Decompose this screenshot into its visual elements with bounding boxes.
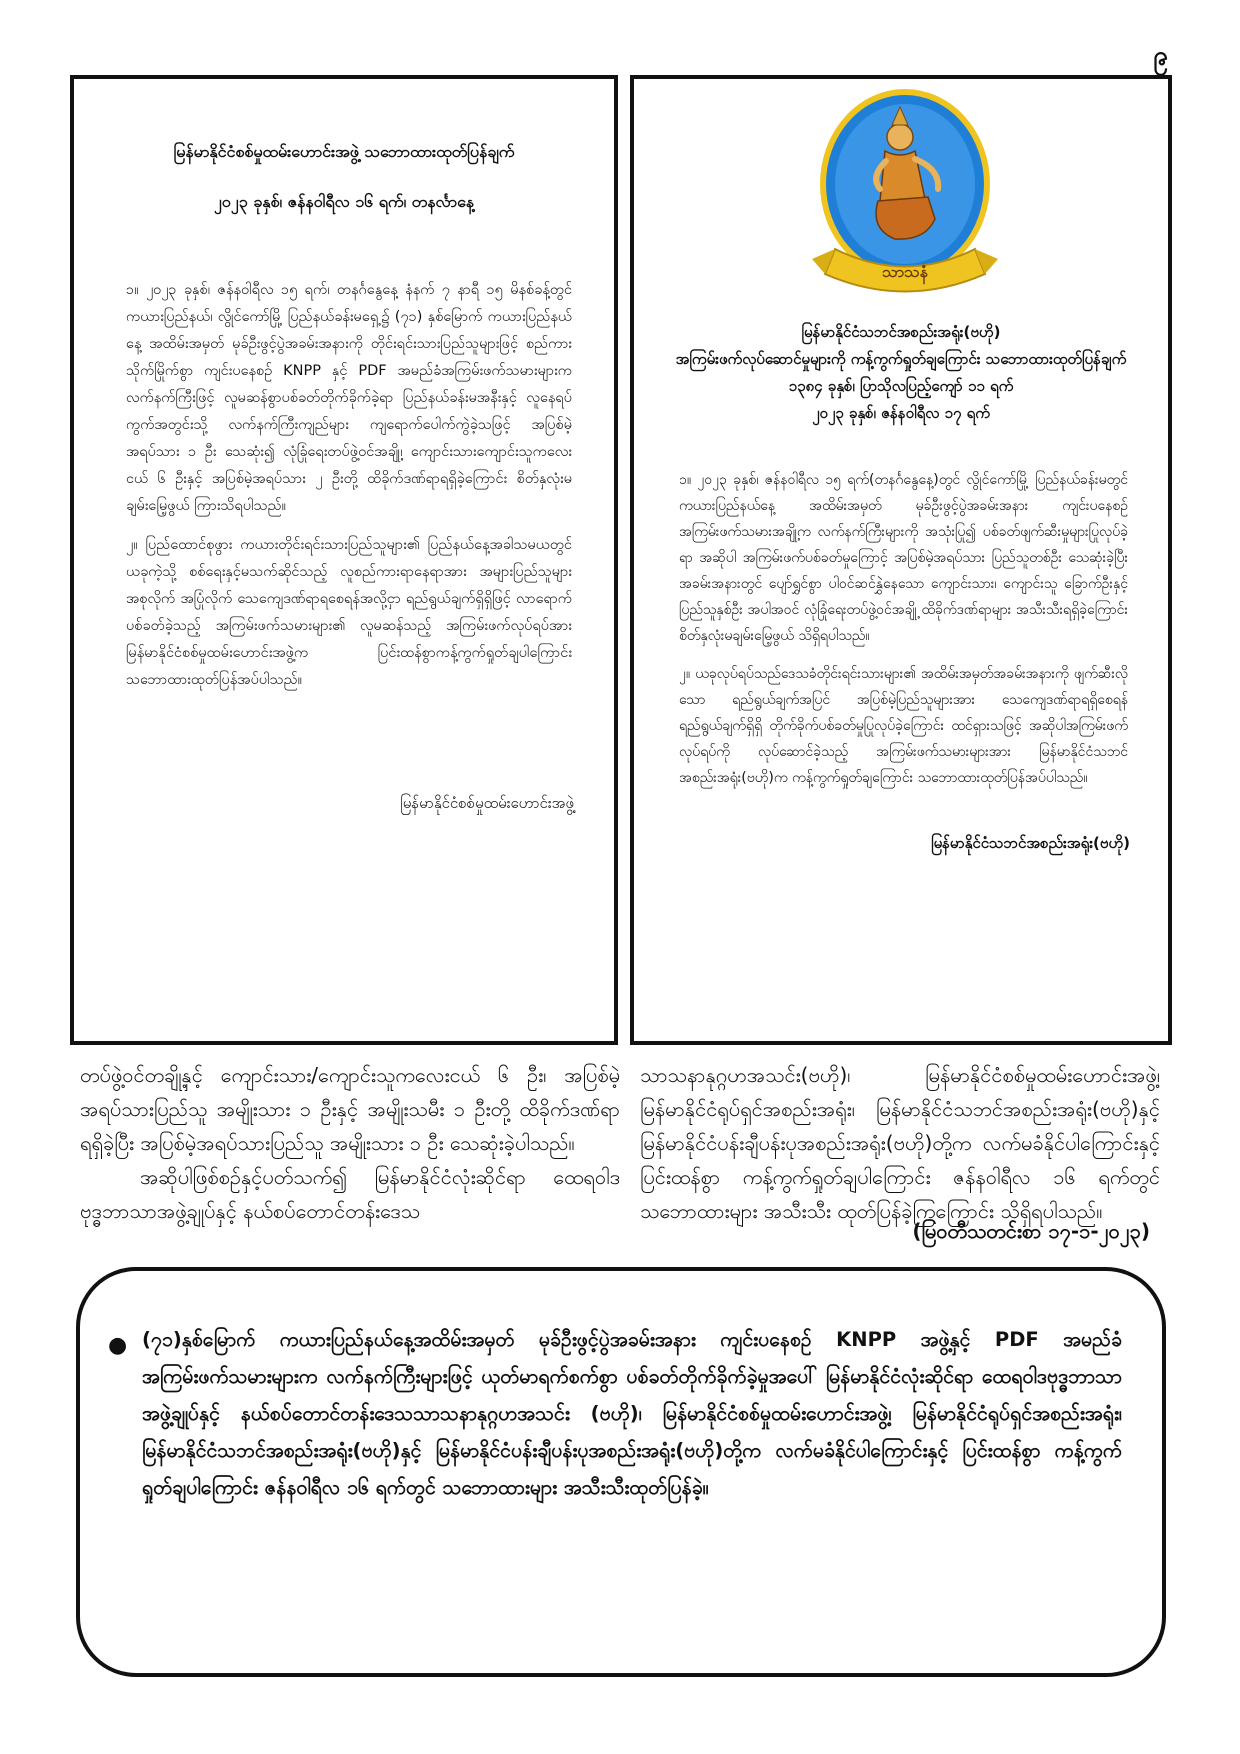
statement-date: ၂၀၂၃ ခုနှစ်၊ ဇန်နဝါရီလ ၁၆ ရက်၊ တနင်္လာနေ့: [213, 192, 475, 211]
statement-signature: မြန်မာနိုင်ငံသဘင်အစည်းအရုံး(ဗဟို): [931, 834, 1130, 852]
statement-date: ၂၀၂၃ ခုနှစ်၊ ဇန်နဝါရီလ ၁၇ ရက်: [812, 404, 990, 422]
theatrical-association-statement-frame: [630, 75, 1172, 1045]
statement-org-title: မြန်မာနိုင်ငံသဘင်အစည်းအရုံး(ဗဟို): [801, 323, 1001, 341]
association-emblem-icon: [800, 89, 1010, 314]
article-source: (မြဝတီသတင်းစာ ၁၇-၁-၂၀၂၃): [912, 1219, 1150, 1243]
emblem-ribbon-text: သာသနံ: [882, 262, 928, 281]
article-paragraph: တပ်ဖွဲ့ဝင်တချို့နှင့် ကျောင်းသား/ကျောင်းသူကလေးငယ် ၆ ဦး၊ အပြစ်မဲ့အရပ်သားပြည်သူ အမျိုးသား ၁ ဦးနှင့် အမျိုးသမီး ၁ ဦးတို့ ထိခိုက်ဒဏ်ရာရရှိခဲ့ပြီး အပြစ်မဲ့အရပ်သားပြည်သူ အမျိုးသား ၁ ဦး သေဆုံးခဲ့ပါသည်။: [80, 1063, 620, 1155]
statement-body: [126, 277, 572, 706]
statement-signature: မြန်မာနိုင်ငံစစ်မှုထမ်းဟောင်းအဖွဲ့: [400, 794, 574, 812]
statement-paragraph: ၂။ ပြည်ထောင်စုဖွား ကယားတိုင်းရင်းသားပြည်သူများ၏ ပြည်နယ်နေ့အခါသမယတွင် ယခုကဲ့သို့ စစ်ရေးနှင့်မသက်ဆိုင်သည့် လူစည်ကားရာနေရာအား အများပြည်သူများ အစုလိုက် အပြုံလိုက် သေကျေဒဏ်ရာရစေရန်အလို့ငှာ ရည်ရွယ်ချက်ရှိရှိဖြင့် လာရောက်ပစ်ခတ်ခဲ့သည့် အကြမ်းဖက်သမားများ၏ လူမဆန်သည့် အကြမ်းဖက်လုပ်ရပ်အား မြန်မာနိုင်ငံစစ်မှုထမ်းဟောင်းအဖွဲ့က ပြင်းထန်စွာကန့်ကွက်ရှုတ်ချပါကြောင်း သဘောထားထုတ်ပြန်အပ်ပါသည်။: [126, 537, 572, 688]
statement-header: [654, 319, 1148, 427]
article-column-left: [80, 1058, 620, 1228]
summary-text: (၇၁)နှစ်မြောက် ကယားပြည်နယ်နေ့အထိမ်းအမှတ် မုခ်ဦးဖွင့်ပွဲအခမ်းအနား ကျင်းပနေစဉ် KNPP အဖွဲ့နှင့် PDF အမည်ခံ အကြမ်းဖက်သမားများက လက်နက်ကြီးများဖြင့် ယုတ်မာရက်စက်စွာ ပစ်ခတ်တိုက်ခိုက်ခဲ့မှုအပေါ် မြန်မာနိုင်ငံလုံးဆိုင်ရာ ထေရဝါဒဗုဒ္ဓဘာသာအဖွဲ့ချုပ်နှင့် နယ်စပ်တောင်တန်းဒေသသာသနာနုဂ္ဂဟအသင်း (ဗဟို)၊ မြန်မာနိုင်ငံစစ်မှုထမ်းဟောင်းအဖွဲ့၊ မြန်မာနိုင်ငံရုပ်ရှင်အစည်းအရုံး၊ မြန်မာနိုင်ငံသဘင်အစည်းအရုံး(ဗဟို)နှင့် မြန်မာနိုင်ငံပန်းချီပန်းပုအစည်းအရုံး(ဗဟို)တို့က လက်မခံနိုင်ပါကြောင်းနှင့် ပြင်းထန်စွာ ကန့်ကွက်ရှုတ်ချပါကြောင်း ဇန်နဝါရီလ ၁၆ ရက်တွင် သဘောထားများ အသီးသီးထုတ်ပြန်ခဲ့။: [142, 1328, 1122, 1499]
article-paragraph: အဆိုပါဖြစ်စဉ်နှင့်ပတ်သက်၍ မြန်မာနိုင်ငံလုံးဆိုင်ရာ ထေရဝါဒဗုဒ္ဓဘာသာအဖွဲ့ချုပ်နှင့် နယ်စပ်တောင်တန်းဒေသ: [80, 1165, 620, 1223]
statement-paragraph: ၂။ ယခုလုပ်ရပ်သည်ဒေသခံတိုင်းရင်းသားများ၏ အထိမ်းအမှတ်အခမ်းအနားကို ဖျက်ဆီးလိုသော ရည်ရွယ်ချက်အပြင် အပြစ်မဲ့ပြည်သူများအား သေကျေဒဏ်ရာရရှိစေရန် ရည်ရွယ်ချက်ရှိရှိ တိုက်ခိုက်ပစ်ခတ်မှုပြုလုပ်ခဲ့ကြောင်း ထင်ရှားသဖြင့် အဆိုပါအကြမ်းဖက်လုပ်ရပ်ကို လုပ်ဆောင်ခဲ့သည့် အကြမ်းဖက်သမားများအား မြန်မာနိုင်ငံသဘင်အစည်းအရုံး(ဗဟို)က ကန့်ကွက်ရှုတ်ချကြောင်း သဘောထားထုတ်ပြန်အပ်ပါသည်။: [679, 666, 1128, 786]
statement-body: [679, 467, 1128, 803]
statement-title: အကြမ်းဖက်လုပ်ဆောင်မှုများကို ကန့်ကွက်ရှုတ်ချကြောင်း သဘောထားထုတ်ပြန်ချက်: [675, 350, 1127, 368]
veterans-statement-frame: [70, 75, 618, 1045]
article-paragraph: သာသနာနုဂ္ဂဟအသင်း(ဗဟို)၊ မြန်မာနိုင်ငံစစ်မှုထမ်းဟောင်းအဖွဲ့၊ မြန်မာနိုင်ငံရုပ်ရှင်အစည်းအရုံး၊ မြန်မာနိုင်ငံသဘင်အစည်းအရုံး(ဗဟို)နှင့် မြန်မာနိုင်ငံပန်းချီပန်းပုအစည်းအရုံး(ဗဟို)တို့က လက်မခံနိုင်ပါကြောင်းနှင့် ပြင်းထန်စွာ ကန့်ကွက်ရှုတ်ချပါကြောင်း ဇန်နဝါရီလ ၁၆ ရက်တွင် သဘောထားများ အသီးသီး ထုတ်ပြန်ခဲ့ကြကြောင်း သိရှိရပါသည်။: [640, 1063, 1160, 1223]
article-column-right: [640, 1058, 1160, 1228]
statement-title: မြန်မာနိုင်ငံစစ်မှုထမ်းဟောင်းအဖွဲ့ သဘောထားထုတ်ပြန်ချက်: [173, 142, 515, 161]
statement-paragraph: ၁။ ၂၀၂၃ ခုနှစ်၊ ဇန်နဝါရီလ ၁၅ ရက်၊ တနင်္ဂနွေနေ့ နံနက် ၇ နာရီ ၁၅ မိနစ်ခန့်တွင် ကယားပြည်နယ်၊ လွိုင်ကော်မြို့ ပြည်နယ်ခန်းမရှေ့၌ (၇၁) နှစ်မြောက် ကယားပြည်နယ်နေ့ အထိမ်းအမှတ် မုခ်ဦးဖွင့်ပွဲအခမ်းအနားကို တိုင်းရင်းသားပြည်သူများဖြင့် စည်ကားသိုက်မြိုက်စွာ ကျင်းပနေစဉ် KNPP နှင့် PDF အမည်ခံအကြမ်းဖက်သမားများက လက်နက်ကြီးဖြင့် လူမဆန်စွာပစ်ခတ်တိုက်ခိုက်ခဲ့ရာ ပြည်နယ်ခန်းမအနီးနှင့် လူနေရပ်ကွက်အတွင်းသို့ လက်နက်ကြီးကျည်များ ကျရောက်ပေါက်ကွဲခဲ့သဖြင့် အပြစ်မဲ့အရပ်သား ၁ ဦး သေဆုံး၍ လုံခြုံရေးတပ်ဖွဲ့ဝင်အချို့၊ ကျောင်းသားကျောင်းသူကလေးငယ် ၆ ဦးနှင့် အပြစ်မဲ့အရပ်သား ၂ ဦးတို့ ထိခိုက်ဒဏ်ရာရရှိခဲ့ကြောင်း စိတ်နှလုံးမချမ်းမြေ့ဖွယ် ကြားသိရပါသည်။: [126, 282, 572, 514]
summary-box: [76, 1267, 1166, 1677]
bullet-icon: ●: [108, 1333, 128, 1358]
statement-date-lunar: ၁၃၈၄ ခုနှစ်၊ ပြာသိုလပြည့်ကျော် ၁၁ ရက်: [788, 377, 1014, 395]
page-number: ၉: [1153, 41, 1168, 71]
statement-paragraph: ၁။ ၂၀၂၃ ခုနှစ်၊ ဇန်နဝါရီလ ၁၅ ရက်(တနင်္ဂနွေနေ့)တွင် လွိုင်ကော်မြို့ ပြည်နယ်ခန်းမတွင် ကယားပြည်နယ်နေ့ အထိမ်းအမှတ် မုခ်ဦးဖွင့်ပွဲအခမ်းအနား ကျင်းပနေစဉ် အကြမ်းဖက်သမားအချို့က လက်နက်ကြီးများကို အသုံးပြု၍ ပစ်ခတ်ဖျက်ဆီးမှုများပြုလုပ်ခဲ့ရာ အဆိုပါ အကြမ်းဖက်ပစ်ခတ်မှုကြောင့် အပြစ်မဲ့အရပ်သား ပြည်သူတစ်ဦး သေဆုံးခဲ့ပြီး အခမ်းအနားတွင် ပျော်ရွှင်စွာ ပါဝင်ဆင်နွှဲနေသော ကျောင်းသား၊ ကျောင်းသူ ခြောက်ဦးနှင့် ပြည်သူနှစ်ဦး အပါအဝင် လုံခြုံရေးတပ်ဖွဲ့ဝင်အချို့ ထိခိုက်ဒဏ်ရာများ အသီးသီးရရှိခဲ့ကြောင်း စိတ်နှလုံးမချမ်းမြေ့ဖွယ် သိရှိရပါသည်။: [679, 472, 1128, 644]
